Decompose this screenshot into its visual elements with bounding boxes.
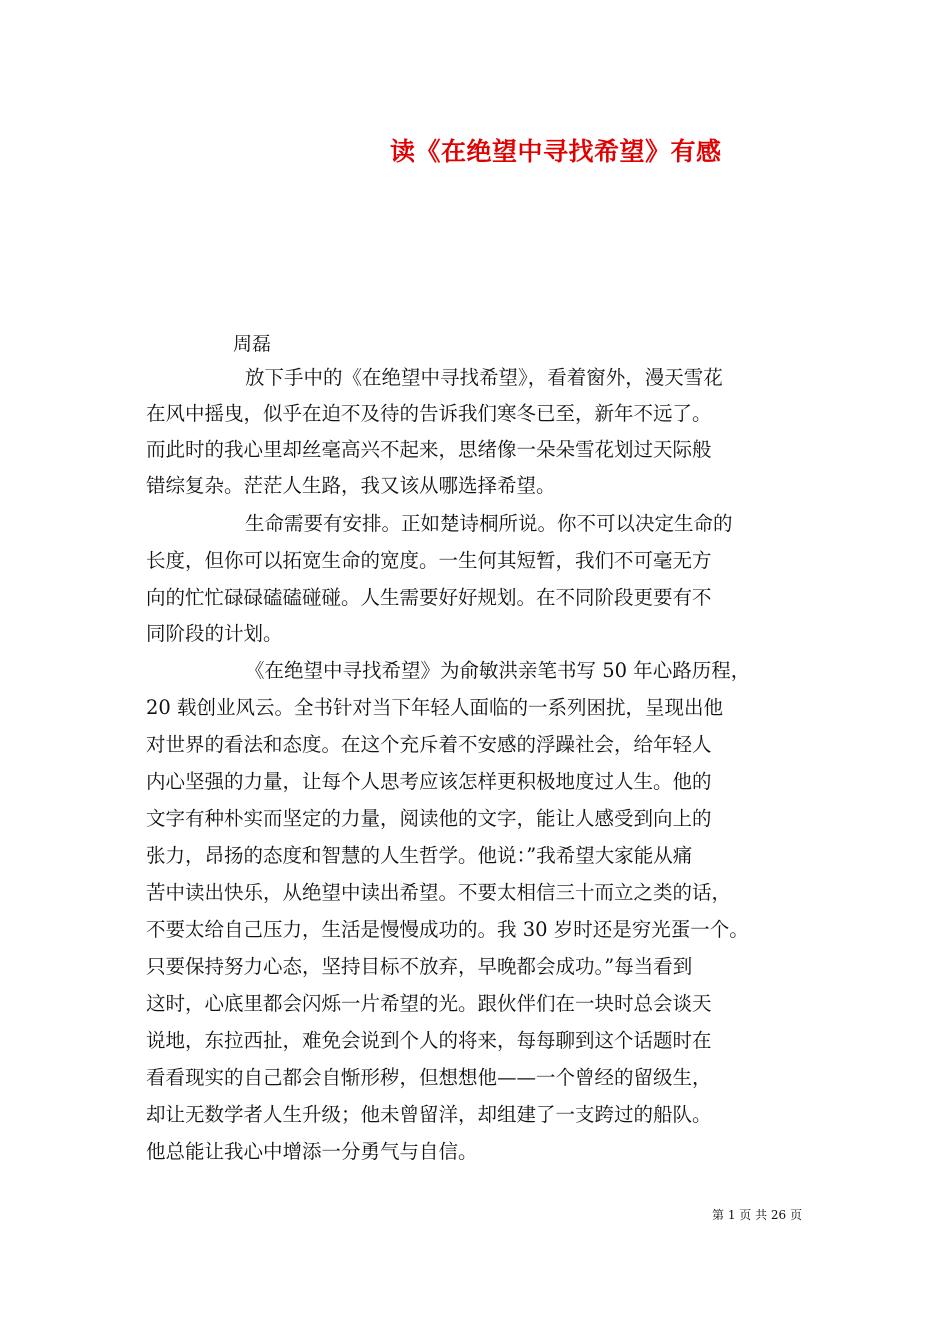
- document-title: 读《在绝望中寻找希望》有感: [390, 137, 722, 166]
- paragraph-3-line-4: 内心坚强的力量，让每个人思考应该怎样更积极地度过人生。他的: [146, 770, 712, 793]
- paragraph-3-line-8: 不要太给自己压力，生活是慢慢成功的。我 30 岁时还是穷光蛋一个。: [146, 918, 749, 941]
- paragraph-3-line-5: 文字有种朴实而坚定的力量，阅读他的文字，能让人感受到向上的: [146, 807, 712, 830]
- paragraph-3-line-9: 只要保持努力心态，坚持目标不放弃，早晚都会成功。”每当看到: [146, 955, 693, 978]
- paragraph-1-line-2: 在风中摇曳，似乎在迫不及待的告诉我们寒冬已至，新年不远了。: [146, 402, 712, 425]
- paragraph-3-line-13: 却让无数学者人生升级；他未曾留洋，却组建了一支跨过的船队。: [146, 1103, 712, 1126]
- author-name: 周磊: [233, 333, 272, 355]
- paragraph-3-line-1: 《在绝望中寻找希望》为俞敏洪亲笔书写 50 年心路历程，: [245, 659, 751, 682]
- paragraph-1-line-4: 错综复杂。茫茫人生路，我又该从哪选择希望。: [146, 474, 556, 497]
- paragraph-3-line-3: 对世界的看法和态度。在这个充斥着不安感的浮躁社会，给年轻人: [146, 733, 712, 756]
- paragraph-2-line-2: 长度，但你可以拓宽生命的宽度。一生何其短暂，我们不可毫无方: [146, 549, 712, 572]
- paragraph-1-line-1: 放下手中的《在绝望中寻找希望》，看着窗外，漫天雪花: [245, 366, 723, 389]
- paragraph-3-line-14: 他总能让我心中增添一分勇气与自信。: [146, 1140, 478, 1163]
- paragraph-3-line-11: 说地，东拉西扯，难免会说到个人的将来，每每聊到这个话题时在: [146, 1029, 712, 1052]
- paragraph-2-line-1: 生命需要有安排。正如楚诗桐所说。你不可以决定生命的: [245, 512, 733, 535]
- paragraph-1-line-3: 而此时的我心里却丝毫高兴不起来，思绪像一朵朵雪花划过天际般: [146, 438, 712, 461]
- paragraph-2-line-3: 向的忙忙碌碌磕磕碰碰。人生需要好好规划。在不同阶段更要有不: [146, 586, 712, 609]
- page-number: 第 1 页 共 26 页: [712, 1208, 802, 1222]
- paragraph-3-line-12: 看看现实的自己都会自惭形秽，但想想他——一个曾经的留级生，: [146, 1066, 712, 1089]
- paragraph-3-line-6: 张力，昂扬的态度和智慧的人生哲学。他说：”我希望大家能从痛: [146, 844, 693, 867]
- paragraph-3-line-7: 苦中读出快乐，从绝望中读出希望。不要太相信三十而立之类的话，: [146, 881, 732, 904]
- paragraph-3-line-10: 这时，心底里都会闪烁一片希望的光。跟伙伴们在一块时总会谈天: [146, 992, 712, 1015]
- paragraph-2-line-4: 同阶段的计划。: [146, 622, 283, 645]
- paragraph-3-line-2: 20 载创业风云。全书针对当下年轻人面临的一系列困扰，呈现出他: [146, 696, 724, 719]
